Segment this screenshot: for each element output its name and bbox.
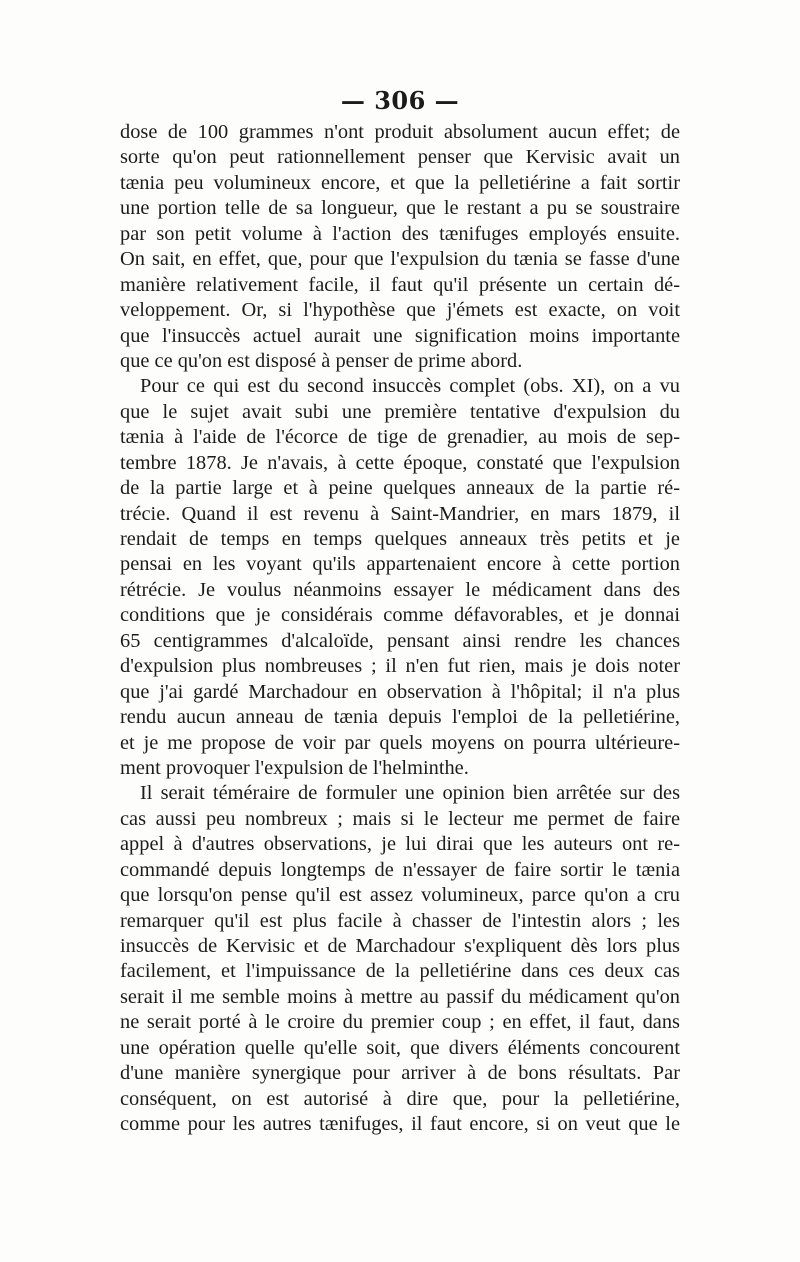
text-line: rendait de temps en temps quelques anneaux très petits et je: [120, 528, 680, 550]
text-line: que ce qu'on est disposé à penser de prime abord.: [120, 349, 523, 372]
text-line: ne serait porté à le croire du premier coup ; en effet, il faut, dans: [120, 1011, 680, 1034]
text-line: 65 centigrammes d'alcaloïde, pensant ainsi rendre les chances: [120, 629, 680, 652]
text-line: que j'ai gardé Marchadour en observation à l'hôpital; il n'a plus: [120, 680, 680, 703]
text-line: commandé depuis longtemps de n'essayer de faire sortir le tænia: [120, 858, 680, 881]
text-line: dose de 100 grammes n'ont produit absolument aucun effet; de: [120, 121, 680, 143]
text-line: de la partie large et à peine quelques anneaux de la partie ré-: [120, 477, 680, 500]
text-line: que lorsqu'on pense qu'il est assez volumineux, parce qu'on a cru: [120, 884, 680, 907]
text-line: que l'insuccès actuel aurait une signification moins importante: [120, 324, 680, 347]
text-line: pensai en les voyant qu'ils appartenaient encore à cette portion: [120, 553, 680, 576]
text-line: remarquer qu'il est plus facile à chasser de l'intestin alors ; les: [120, 909, 680, 932]
text-line: et je me propose de voir par quels moyens on pourra ultérieure-: [120, 731, 680, 754]
text-line: insuccès de Kervisic et de Marchadour s'expliquent dès lors plus: [120, 935, 680, 957]
text-line: ment provoquer l'expulsion de l'helminthe.: [120, 756, 469, 779]
text-line: conditions que je considérais comme défavorables, et je donnai: [120, 604, 680, 627]
text-line: tænia peu volumineux encore, et que la pelletiérine a fait sortir: [120, 171, 680, 194]
text-line: sorte qu'on peut rationnellement penser que Kervisic avait un: [120, 146, 680, 169]
text-line: cas aussi peu nombreux ; mais si le lecteur me permet de faire: [120, 807, 680, 830]
text-line: rétrécie. Je voulus néanmoins essayer le médicament dans des: [120, 578, 680, 601]
text-line: facilement, et l'impuissance de la pelletiérine dans ces deux cas: [120, 960, 680, 983]
text-line: d'une manière synergique pour arriver à de bons résultats. Par: [120, 1062, 680, 1085]
text-line: tænia à l'aide de l'écorce de tige de grenadier, au mois de sep-: [120, 426, 680, 449]
text-line: rendu aucun anneau de tænia depuis l'emploi de la pelletiérine,: [120, 706, 680, 729]
text-line: comme pour les autres tænifuges, il faut encore, si on veut que le: [120, 1113, 680, 1136]
page-number: — 306 —: [340, 86, 460, 115]
text-line: manière relativement facile, il faut qu'il présente un certain dé-: [120, 273, 680, 296]
body-text: [120, 120, 680, 1138]
text-line: veloppement. Or, si l'hypothèse que j'émets est exacte, on voit: [120, 299, 680, 322]
text-line: que le sujet avait subi une première tentative d'expulsion du: [120, 400, 680, 423]
text-line: tembre 1878. Je n'avais, à cette époque, constaté que l'expulsion: [120, 451, 680, 474]
text-line: Pour ce qui est du second insuccès complet (obs. XI), on a vu: [140, 375, 680, 398]
text-line: trécie. Quand il est revenu à Saint-Mandrier, en mars 1879, il: [120, 502, 680, 525]
text-line: une opération quelle qu'elle soit, que divers éléments concourent: [120, 1036, 680, 1059]
text-line: conséquent, on est autorisé à dire que, pour la pelletiérine,: [120, 1087, 680, 1110]
text-line: par son petit volume à l'action des tænifuges employés ensuite.: [120, 222, 680, 245]
text-line: On sait, en effet, que, pour que l'expulsion du tænia se fasse d'une: [120, 248, 680, 271]
text-line: appel à d'autres observations, je lui dirai que les auteurs ont re-: [120, 833, 680, 856]
text-line: une portion telle de sa longueur, que le restant a pu se soustraire: [120, 197, 680, 220]
text-line: d'expulsion plus nombreuses ; il n'en fut rien, mais je dois noter: [120, 655, 680, 678]
text-line: Il serait téméraire de formuler une opinion bien arrêtée sur des: [140, 782, 680, 805]
text-line: serait il me semble moins à mettre au passif du médicament qu'on: [120, 985, 680, 1008]
